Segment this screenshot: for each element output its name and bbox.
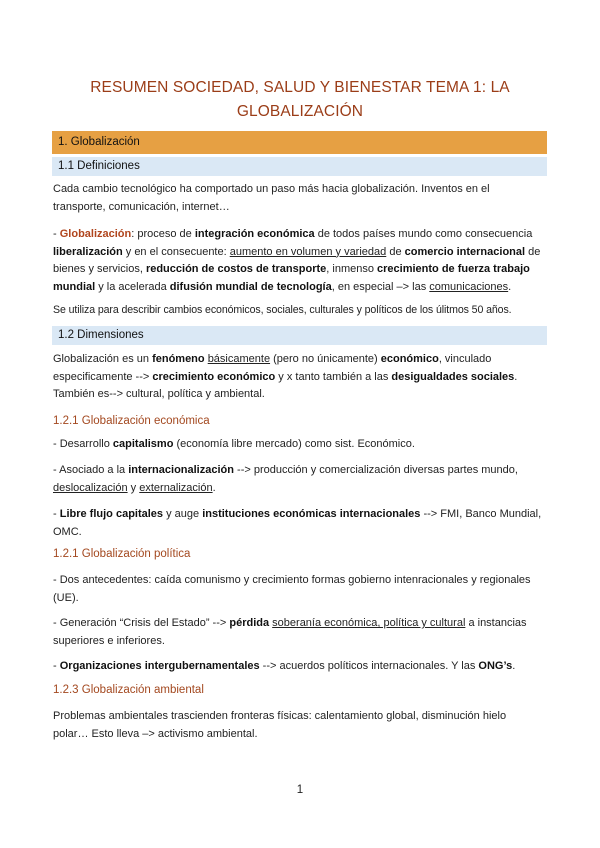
bold-term: comercio internacional (404, 245, 526, 258)
text-run: : proceso de (131, 228, 195, 240)
text-run: (pero no únicamente) (270, 353, 381, 365)
heading-globalizacion-politica: 1.2.1 Globalización política (53, 548, 191, 560)
text-run: Globalización es un (53, 353, 153, 365)
heading-1-2-dimensiones: 1.2 Dimensiones (52, 326, 547, 345)
text-run: y x tanto también a las (275, 370, 392, 383)
paragraph-internacionalizacion (53, 462, 543, 497)
paragraph-uso-termino: Se utiliza para describir cambios económicos, sociales, culturales y políticos de los úlitmos 50 años. (53, 304, 512, 316)
bold-term: económico (380, 353, 439, 365)
text-run: y la acelerada (95, 280, 170, 293)
underlined-term: básicamente (207, 353, 271, 365)
text-run: . También es--> cultural, política y ambiental. (53, 370, 518, 400)
text-run: de (386, 245, 405, 258)
underlined-term: deslocalización (53, 481, 128, 494)
paragraph-flujo-capitales (53, 506, 543, 541)
paragraph-problemas-ambientales (53, 708, 543, 743)
bold-term: crecimiento de fuerza trabajo mundial (53, 263, 530, 293)
paragraph-definicion-globalizacion (53, 226, 543, 296)
bold-term: capitalismo (112, 438, 174, 450)
text-run: - Desarrollo (53, 438, 113, 450)
bold-term: difusión mundial de tecnología (169, 280, 332, 293)
bold-term: fenómeno (152, 353, 205, 365)
text-run: de bienes y servicios, (53, 245, 541, 275)
bold-term: reducción de costos de transporte (145, 263, 327, 275)
text-run: a instancias superiores e inferiores. (53, 617, 527, 647)
text-run: - Asociado a la (53, 464, 129, 476)
bold-term: desigualdades sociales (391, 370, 515, 383)
paragraph-crisis-estado (53, 615, 543, 650)
text-run: - (53, 508, 60, 520)
text-run: de todos países mundo como consecuencia (314, 228, 533, 240)
text-run: . (212, 481, 216, 494)
paragraph-line: Cada cambio tecnológico ha comportado un paso más hacia globalización. Inventos en el (53, 183, 490, 195)
underlined-term: externalización (139, 481, 213, 494)
heading-globalizacion-ambiental: 1.2.3 Globalización ambiental (53, 684, 204, 696)
paragraph-line: Problemas ambientales trascienden fronteras físicas: calentamiento global, disminución hielo (53, 710, 507, 722)
term-globalizacion: Globalización (59, 228, 132, 240)
bold-term: crecimiento económico (152, 370, 276, 383)
heading-globalizacion-economica: 1.2.1 Globalización económica (53, 415, 210, 427)
paragraph-organizaciones (53, 658, 543, 676)
text-run: y en el consecuente: (122, 245, 230, 258)
underlined-term: comunicaciones (429, 280, 509, 293)
paragraph-line: polar… Esto lleva –> activismo ambiental. (53, 727, 258, 740)
heading-1-globalizacion: 1. Globalización (52, 131, 547, 154)
bold-term: Organizaciones intergubernamentales (59, 660, 260, 672)
title-line-1: RESUMEN SOCIEDAD, SALUD Y BIENESTAR TEMA 1: LA (90, 79, 510, 96)
bold-term: pérdida (229, 617, 270, 629)
text-run: . (508, 280, 512, 293)
text-run: . (512, 660, 516, 672)
paragraph-line: transporte, comunicación, internet… (53, 200, 230, 213)
text-run: --> producción y comercialización diversas partes mundo, (233, 464, 518, 476)
heading-1-1-definiciones: 1.1 Definiciones (52, 157, 547, 176)
paragraph-dimensiones (53, 351, 543, 404)
title-line-2: GLOBALIZACIÓN (236, 103, 364, 120)
text-run: - Generación “Crisis del Estado” --> (53, 617, 230, 629)
bold-term: integración económica (194, 228, 315, 240)
text-run: , inmenso (326, 263, 378, 275)
text-run: - (53, 660, 60, 672)
underlined-term: aumento en volumen y variedad (229, 245, 387, 258)
text-run: --> FMI, Banco Mundial, OMC. (53, 508, 542, 538)
paragraph-capitalismo (53, 436, 543, 454)
text-run: , vinculado especificamente --> (53, 353, 492, 383)
text-run: y (127, 481, 140, 494)
text-run: (economía libre mercado) como sist. Económico. (173, 438, 415, 450)
bold-term: instituciones económicas internacionales (202, 508, 421, 520)
bold-term: Libre flujo capitales (59, 508, 164, 520)
text-run: y auge (163, 508, 203, 520)
text-run: , en especial –> las (331, 280, 430, 293)
text-run: --> acuerdos políticos internacionales. Y las (259, 660, 479, 672)
bold-term: internacionalización (128, 464, 234, 476)
text-run: - (53, 228, 60, 240)
page-number: 1 (296, 784, 304, 796)
underlined-term: soberanía económica, política y cultural (272, 617, 466, 629)
document-title (60, 76, 540, 124)
paragraph-antecedentes: - Dos antecedentes: caída comunismo y crecimiento formas gobierno intenracionales y regionales (UE). (53, 574, 531, 604)
bold-term: liberalización (53, 245, 123, 258)
bold-term: ONG’s (478, 660, 513, 672)
paragraph-cambio-tecnologico (53, 181, 543, 216)
